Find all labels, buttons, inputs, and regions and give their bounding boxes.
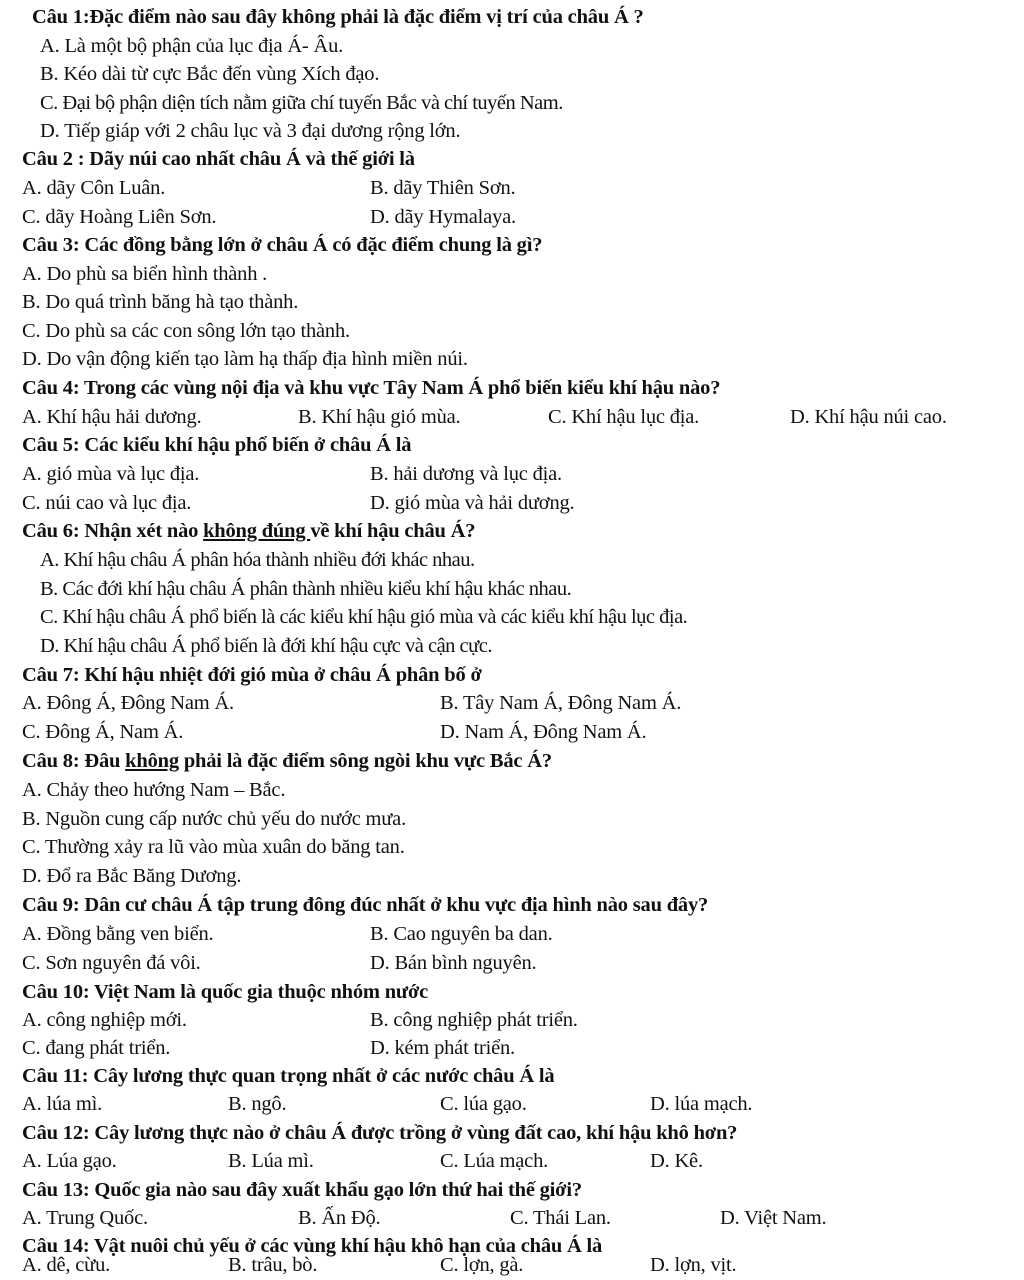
question-6-option-a: A. Khí hậu châu Á phân hóa thành nhiều đới khác nhau. bbox=[40, 549, 475, 571]
question-10-option-a: A. công nghiệp mới. bbox=[22, 1009, 187, 1031]
question-2-options-row-1 bbox=[22, 175, 1022, 201]
question-5-title: Câu 5: Các kiểu khí hậu phổ biến ở châu Á là bbox=[22, 434, 412, 456]
question-11-option-a: A. lúa mì. bbox=[22, 1093, 102, 1115]
question-14-options-row bbox=[22, 1252, 1022, 1278]
question-6-title: Câu 6: Nhận xét nào không đúng về khí hậu châu Á? bbox=[22, 520, 476, 542]
question-7-options-row-1 bbox=[22, 690, 1022, 716]
question-12-title: Câu 12: Cây lương thực nào ở châu Á được trồng ở vùng đất cao, khí hậu khô hơn? bbox=[22, 1122, 738, 1144]
question-9-option-c: C. Sơn nguyên đá vôi. bbox=[22, 952, 201, 974]
question-8-option-c: C. Thường xảy ra lũ vào mùa xuân do băng tan. bbox=[22, 836, 405, 858]
question-2-option-a: A. dãy Côn Luân. bbox=[22, 177, 166, 199]
question-11-options-row bbox=[22, 1091, 1022, 1117]
question-4-option-c: C. Khí hậu lục địa. bbox=[548, 406, 700, 428]
question-9-options-row-2 bbox=[22, 950, 1022, 976]
question-7-option-b: B. Tây Nam Á, Đông Nam Á. bbox=[440, 692, 682, 714]
question-7-option-d: D. Nam Á, Đông Nam Á. bbox=[440, 721, 647, 743]
question-14-title: Câu 14: Vật nuôi chủ yếu ở các vùng khí hậu khô hạn của châu Á là bbox=[22, 1235, 603, 1257]
question-6-option-b: B. Các đới khí hậu châu Á phân thành nhiều kiểu khí hậu khác nhau. bbox=[40, 578, 572, 600]
question-13-option-a: A. Trung Quốc. bbox=[22, 1207, 148, 1229]
question-10-title: Câu 10: Việt Nam là quốc gia thuộc nhóm nước bbox=[22, 981, 429, 1003]
question-13-option-c: C. Thái Lan. bbox=[510, 1207, 611, 1229]
question-10-options-row-1 bbox=[22, 1007, 1022, 1033]
question-2-option-d: D. dãy Hymalaya. bbox=[370, 206, 516, 228]
question-6-underlined-phrase: không đúng bbox=[203, 520, 311, 542]
question-5-option-b: B. hải dương và lục địa. bbox=[370, 463, 562, 485]
question-11-option-c: C. lúa gạo. bbox=[440, 1093, 527, 1115]
question-12-option-c: C. Lúa mạch. bbox=[440, 1150, 549, 1172]
question-7-option-c: C. Đông Á, Nam Á. bbox=[22, 721, 184, 743]
question-5-options-row-2 bbox=[22, 490, 1022, 516]
question-2-options-row-2 bbox=[22, 204, 1022, 230]
question-8-option-a: A. Chảy theo hướng Nam – Bắc. bbox=[22, 779, 286, 801]
question-9-title: Câu 9: Dân cư châu Á tập trung đông đúc nhất ở khu vực địa hình nào sau đây? bbox=[22, 894, 709, 916]
question-9-option-b: B. Cao nguyên ba dan. bbox=[370, 923, 553, 945]
question-10-option-c: C. đang phát triển. bbox=[22, 1037, 171, 1059]
question-11-option-b: B. ngô. bbox=[228, 1093, 287, 1115]
question-1-option-c: C. Đại bộ phận diện tích nằm giữa chí tuyến Bắc và chí tuyến Nam. bbox=[40, 92, 563, 114]
question-13-option-d: D. Việt Nam. bbox=[720, 1207, 827, 1229]
question-14-option-a: A. dê, cừu. bbox=[22, 1254, 111, 1276]
question-11-title: Câu 11: Cây lương thực quan trọng nhất ở các nước châu Á là bbox=[22, 1065, 555, 1087]
question-9-options-row-1 bbox=[22, 921, 1022, 947]
question-14-option-b: B. trâu, bò. bbox=[228, 1254, 318, 1276]
question-4-option-d: D. Khí hậu núi cao. bbox=[790, 406, 947, 428]
question-13-title: Câu 13: Quốc gia nào sau đây xuất khẩu gạo lớn thứ hai thế giới? bbox=[22, 1179, 582, 1201]
question-3-option-c: C. Do phù sa các con sông lớn tạo thành. bbox=[22, 320, 350, 342]
question-8-option-d: D. Đổ ra Bắc Băng Dương. bbox=[22, 865, 242, 887]
question-4-options-row bbox=[22, 404, 1022, 430]
question-4-title: Câu 4: Trong các vùng nội địa và khu vực Tây Nam Á phổ biến kiểu khí hậu nào? bbox=[22, 377, 721, 399]
question-2-option-b: B. dãy Thiên Sơn. bbox=[370, 177, 516, 199]
question-8-option-b: B. Nguồn cung cấp nước chủ yếu do nước mưa. bbox=[22, 808, 407, 830]
question-14-option-c: C. lợn, gà. bbox=[440, 1254, 524, 1276]
question-3-option-b: B. Do quá trình băng hà tạo thành. bbox=[22, 291, 299, 313]
question-8-title: Câu 8: Đâu không phải là đặc điểm sông ngòi khu vực Bắc Á? bbox=[22, 750, 552, 772]
question-10-options-row-2 bbox=[22, 1035, 1022, 1061]
question-7-title: Câu 7: Khí hậu nhiệt đới gió mùa ở châu Á phân bố ở bbox=[22, 664, 482, 686]
question-12-option-d: D. Kê. bbox=[650, 1150, 703, 1172]
question-4-option-b: B. Khí hậu gió mùa. bbox=[298, 406, 461, 428]
question-6-option-c: C. Khí hậu châu Á phổ biến là các kiểu khí hậu gió mùa và các kiểu khí hậu lục địa. bbox=[40, 606, 688, 628]
question-1-option-b: B. Kéo dài từ cực Bắc đến vùng Xích đạo. bbox=[40, 63, 380, 85]
question-5-option-d: D. gió mùa và hải dương. bbox=[370, 492, 575, 514]
question-12-options-row bbox=[22, 1148, 1022, 1174]
question-10-option-d: D. kém phát triển. bbox=[370, 1037, 515, 1059]
question-8-underlined-word: không bbox=[125, 750, 179, 772]
question-7-options-row-2 bbox=[22, 719, 1022, 745]
question-13-option-b: B. Ấn Độ. bbox=[298, 1207, 381, 1229]
question-5-option-c: C. núi cao và lục địa. bbox=[22, 492, 192, 514]
question-3-option-a: A. Do phù sa biển hình thành . bbox=[22, 263, 268, 285]
question-1-title: Câu 1:Đặc điểm nào sau đây không phải là đặc điểm vị trí của châu Á ? bbox=[32, 6, 644, 28]
question-7-option-a: A. Đông Á, Đông Nam Á. bbox=[22, 692, 234, 714]
question-2-title: Câu 2 : Dãy núi cao nhất châu Á và thế giới là bbox=[22, 148, 415, 170]
question-2-option-c: C. dãy Hoàng Liên Sơn. bbox=[22, 206, 217, 228]
question-14-option-d: D. lợn, vịt. bbox=[650, 1254, 737, 1276]
question-10-option-b: B. công nghiệp phát triển. bbox=[370, 1009, 578, 1031]
question-13-options-row bbox=[22, 1205, 1022, 1231]
question-3-title: Câu 3: Các đồng bằng lớn ở châu Á có đặc điểm chung là gì? bbox=[22, 234, 543, 256]
question-6-option-d: D. Khí hậu châu Á phổ biến là đới khí hậu cực và cận cực. bbox=[40, 635, 492, 657]
question-9-option-a: A. Đồng bằng ven biển. bbox=[22, 923, 214, 945]
question-5-option-a: A. gió mùa và lục địa. bbox=[22, 463, 200, 485]
question-12-option-b: B. Lúa mì. bbox=[228, 1150, 314, 1172]
question-1-option-d: D. Tiếp giáp với 2 châu lục và 3 đại dương rộng lớn. bbox=[40, 120, 461, 142]
question-5-options-row-1 bbox=[22, 461, 1022, 487]
question-1-option-a: A. Là một bộ phận của lục địa Á- Âu. bbox=[40, 35, 344, 57]
question-9-option-d: D. Bán bình nguyên. bbox=[370, 952, 537, 974]
question-11-option-d: D. lúa mạch. bbox=[650, 1093, 753, 1115]
question-4-option-a: A. Khí hậu hải dương. bbox=[22, 406, 202, 428]
question-12-option-a: A. Lúa gạo. bbox=[22, 1150, 117, 1172]
question-3-option-d: D. Do vận động kiến tạo làm hạ thấp địa hình miền núi. bbox=[22, 348, 468, 370]
